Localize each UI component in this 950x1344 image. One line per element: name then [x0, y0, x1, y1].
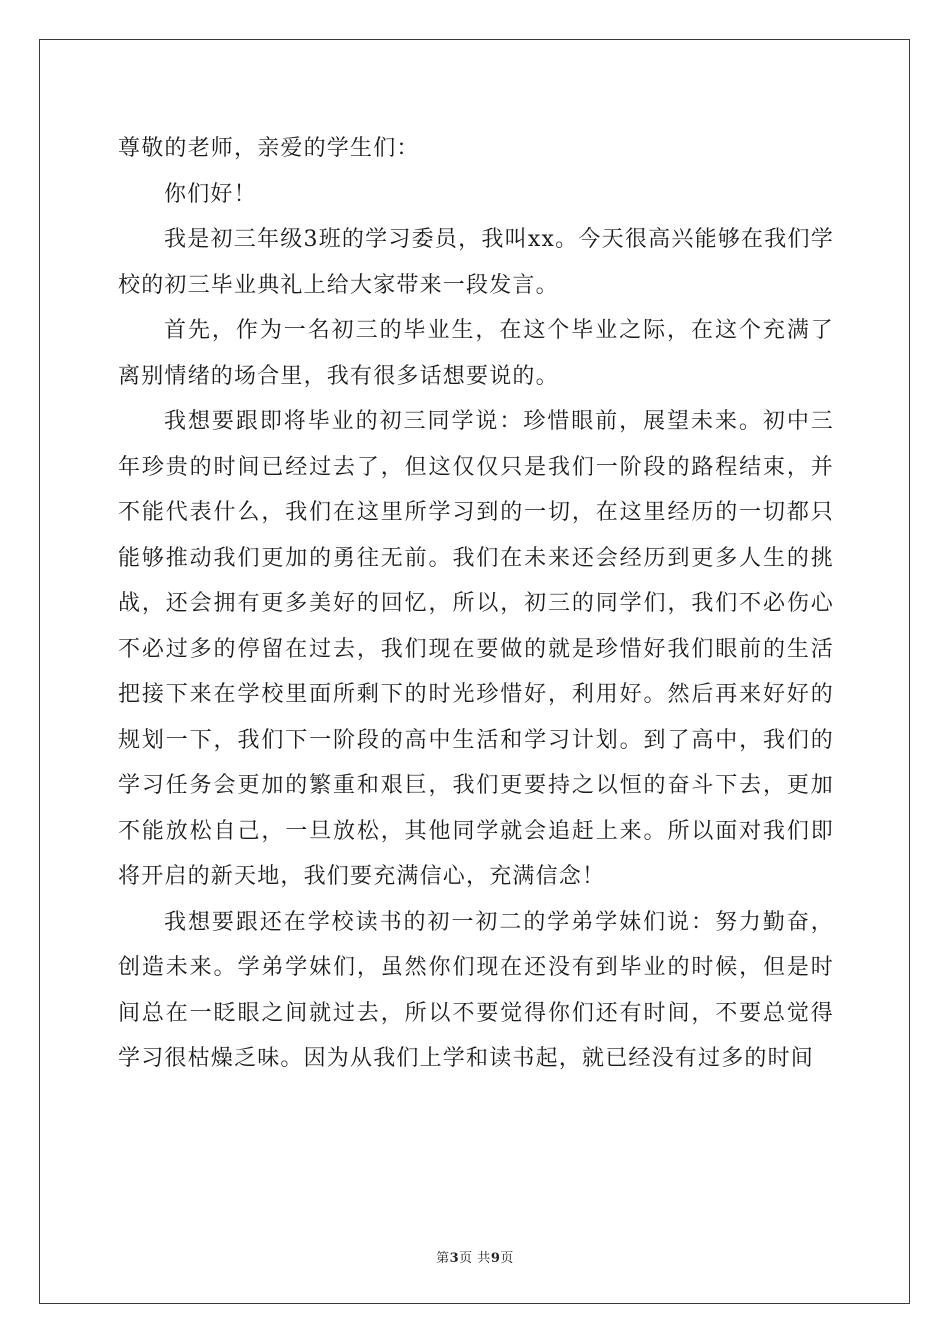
paragraph-to-juniors: 我想要跟还在学校读书的初一初二的学弟学妹们说：努力勤奋，创造未来。学弟学妹们，虽然你们现在还没有到毕业的时候，但是时间总在一眨眼之间就过去，所以不要觉得你们还有时间，不要总觉得学习很枯燥乏味。因为从我们上学和读书起，就已经没有过多的时间	[118, 909, 834, 1071]
paragraph-to-graduates: 我想要跟即将毕业的初三同学说：珍惜眼前，展望未来。初中三年珍贵的时间已经过去了，但这仅仅只是我们一阶段的路程结束，并不能代表什么，我们在这里所学习到的一切，在这里经历的一切都只能够推动我们更加的勇往无前。我们在未来还会经历到更多人生的挑战，还会拥有更多美好的回忆，所以，初三的同学们，我们不必伤心不必过多的停留在过去，我们现在要做的就是珍惜好我们眼前的生活把接下来在学校里面所剩下的时光珍惜好，利用好。然后再来好好的规划一下，我们下一阶段的高中生活和学习计划。到了高中，我们的学习任务会更加的繁重和艰巨，我们更要持之以恒的奋斗下去，更加不能放松自己，一旦放松，其他同学就会追赶上来。所以面对我们即将开启的新天地，我们要充满信心，充满信念！	[118, 409, 834, 889]
page-suffix: 页	[500, 1251, 514, 1266]
paragraph-greeting: 你们好！	[164, 181, 257, 207]
page-footer	[0, 1247, 950, 1266]
paragraph-intro: 我是初三年级3班的学习委员，我叫xx。今天很高兴能够在我们学校的初三毕业典礼上给大家带来一段发言。	[118, 227, 834, 298]
document-body	[118, 126, 834, 1082]
page-prefix: 第	[436, 1251, 450, 1266]
salutation: 尊敬的老师，亲爱的学生们：	[118, 136, 420, 161]
page-total: 9	[490, 1251, 501, 1266]
page-mid: 页 共	[459, 1251, 491, 1266]
page-current: 3	[449, 1251, 460, 1266]
paragraph-first: 首先，作为一名初三的毕业生，在这个毕业之际，在这个充满了离别情绪的场合里，我有很多话想要说的。	[118, 318, 834, 389]
